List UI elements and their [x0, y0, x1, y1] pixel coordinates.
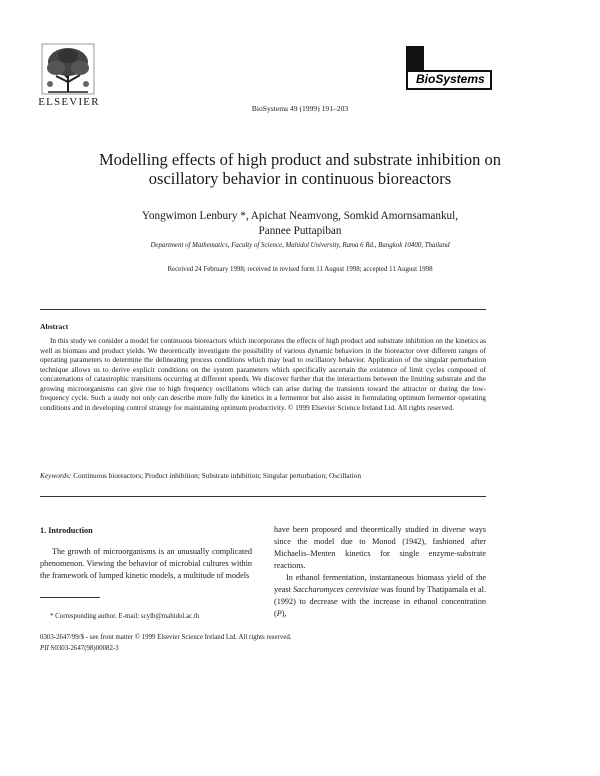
- abstract-heading: Abstract: [40, 322, 69, 331]
- authors-line-2: Pannee Puttapiban: [258, 225, 342, 237]
- journal-logo: [406, 46, 492, 92]
- section-heading-introduction: 1. Introduction: [40, 526, 93, 535]
- journal-reference: BioSystems 49 (1999) 191–203: [251, 104, 349, 113]
- issn-line: 0303-2647/99/$ - see front matter © 1999 Elsevier Science Ireland Ltd. All rights reserved.: [40, 634, 292, 641]
- footnote-rule: [40, 597, 100, 598]
- intro-right-paragraph-1: have been proposed and theoretically studied in diverse ways since the model due to Monod (1942), fashioned after Michaelis–Menten kinetics for single enzyme-substrate reactions.: [274, 525, 486, 570]
- authors: [60, 209, 540, 239]
- keywords-list: Continuous bioreactors; Product inhibition; Substrate inhibition; Singular perturbation; Oscillation: [73, 471, 361, 480]
- p2-start: In ethanol fermentation, instantaneous biomass yield of the yeast: [274, 573, 486, 594]
- journal-logo-text: BioSystems: [416, 72, 485, 86]
- variable-p: P: [276, 609, 282, 618]
- intro-left-column: The growth of microorganisms is an unusually complicated phenomenon. Viewing the behavior of microbial cultures within the framework of lumped kinetic models, a multitude of models: [40, 547, 252, 580]
- p2-close: ),: [281, 609, 287, 618]
- title-line-2: oscillatory behavior in continuous bioreactors: [148, 169, 452, 188]
- authors-line-1: Yongwimon Lenbury *, Apichat Neamvong, Somkid Amornsamankul,: [141, 210, 459, 222]
- pii-label: PII: [40, 645, 49, 652]
- corresponding-author-footnote: * Corresponding author. E-mail: scylb@mahidol.ac.th: [50, 613, 200, 620]
- species-name: Saccharomyces cerevisiae: [292, 585, 379, 594]
- keywords: [40, 471, 486, 480]
- affiliation: Department of Mathematics, Faculty of Science, Mahidol University, Rama 6 Rd., Bangkok 10400, Thailand: [150, 242, 450, 249]
- article-title: [40, 150, 560, 188]
- intro-right-paragraph-2: [274, 572, 486, 620]
- intro-right-column: [274, 524, 486, 620]
- abstract-body: In this study we consider a model for continuous bioreactors which incorporates the effects of high product and substrate inhibition on the kinetics as well as biomass and product yields. We theoretically investigate the possibility of various dynamic behaviors in the bioreactor over different ranges of operating parameters to determine the delineating process conditions which may lead to oscillatory behavior. Application of the singular perturbation technique allows us to derive explicit conditions on the system parameters which specifically ascertain the existence of limit cycles composed of concatenations of catastrophic transitions occurring at different speeds. We discover further that the interactions between the limiting substrate and the growing microorganisms can give rise to high frequency oscillations which can arise during the transients toward the attractor or during the low-frequency cycle. Such a study not only can describe more fully the kinetics in a fermentor but also assist in formulating optimum fermentor operating conditions and in developing control strategy for maintaining optimum productivity. © 1999 Elsevier Science Ireland Ltd. All rights reserved.: [40, 336, 486, 412]
- pii-line: [40, 645, 119, 652]
- abstract-bottom-rule: [40, 496, 486, 497]
- title-line-1: Modelling effects of high product and substrate inhibition on: [98, 150, 502, 169]
- keywords-label: Keywords:: [40, 471, 72, 480]
- p2-end: was found by Thatipamala et al. (1992) to decrease with the increase in ethanol concentration (: [274, 585, 486, 618]
- abstract-top-rule: [40, 309, 486, 310]
- received-dates: Received 24 February 1998; received in revised form 11 August 1998; accepted 11 August 1998: [167, 266, 433, 273]
- pii-value: S0303-2647(98)00082-3: [50, 645, 119, 652]
- publisher-name: ELSEVIER: [38, 96, 100, 108]
